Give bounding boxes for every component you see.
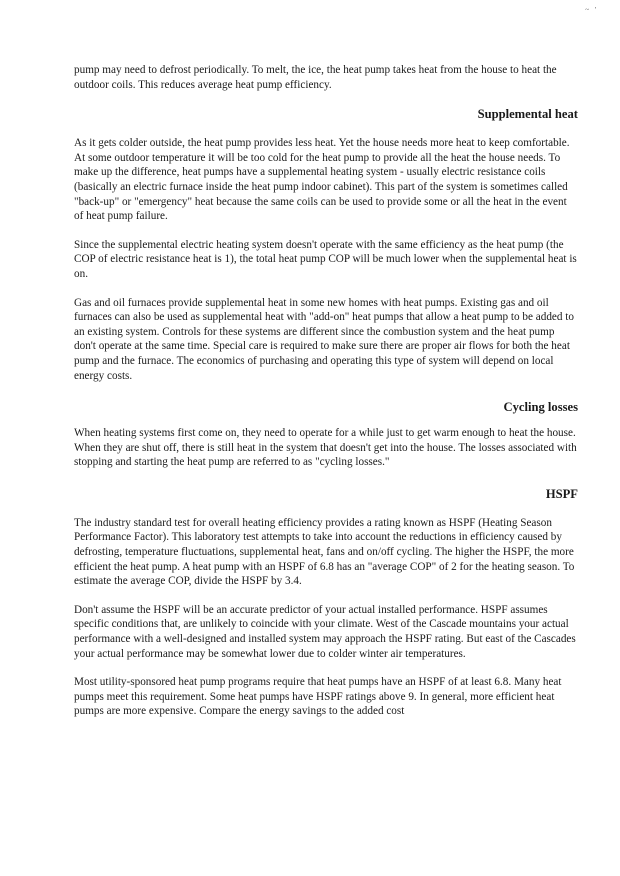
section-heading-supplemental-heat: Supplemental heat bbox=[477, 107, 578, 122]
hspf-paragraph-1: The industry standard test for overall heating efficiency provides a rating known as HSPF (Heating Season Performance Factor). This laboratory test attempts to take into account the reductions in efficiency caused by defrosting, temperature fluctuations, supplemental heat, fans and on/off cycling. The higher the HSPF, the more efficient the heat pump. A heat pump with an HSPF of 6.8 has an "average COP" of 2 for the heating season. To estimate the average COP, divide the HSPF by 3.4. bbox=[74, 516, 575, 588]
supplemental-paragraph-1: As it gets colder outside, the heat pump provides less heat. Yet the house needs more heat to keep comfortable. At some outdoor temperature it will be too cold for the heat pump to provide all the heat the house needs. To make up the difference, heat pumps have a supplemental heating system - usually electric resistance coils (basically an electric furnace inside the heat pump indoor cabinet). This part of the system is sometimes called "back-up" or "emergency" heat because the same coils can be used to provide some or all the heat in the event of heat pump failure. bbox=[74, 137, 570, 223]
cycling-paragraph-1: When heating systems first come on, they need to operate for a while just to get warm enough to heat the house. When they are shut off, there is still heat in the system that doesn't get into the house. The losses associated with stopping and starting the heat pump are referred to as "cycling losses." bbox=[74, 427, 577, 469]
supplemental-paragraph-3: Gas and oil furnaces provide supplemental heat in some new homes with heat pumps. Existing gas and oil furnaces can also be used as supplemental heat with "add-on" heat pumps that allow a heat pump to be added to an existing system. Controls for these systems are different since the combustion system and the heat pump don't operate at the same time. Special care is required to make sure there are proper air flows for both the heat pump and the furnace. The economics of purchasing and operating this type of system will depend on local energy costs. bbox=[74, 296, 574, 382]
section-heading-cycling-losses: Cycling losses bbox=[503, 400, 578, 415]
page-content bbox=[74, 63, 578, 719]
intro-paragraph: pump may need to defrost periodically. To melt, the ice, the heat pump takes heat from the house to heat the outdoor coils. This reduces average heat pump efficiency. bbox=[74, 64, 557, 91]
section-heading-hspf: HSPF bbox=[545, 486, 578, 501]
hspf-paragraph-3: Most utility-sponsored heat pump programs require that heat pumps have an HSPF of at least 6.8. Many heat pumps meet this requirement. Some heat pumps have HSPF ratings above 9. In general, more efficient heat pumps are more expensive. Compare the energy savings to the added cost bbox=[74, 676, 562, 718]
supplemental-paragraph-2: Since the supplemental electric heating system doesn't operate with the same efficiency as the heat pump (the COP of electric resistance heat is 1), the total heat pump COP will be much lower when the supplemental heat is on. bbox=[74, 238, 577, 280]
hspf-paragraph-2: Don't assume the HSPF will be an accurate predictor of your actual installed performance. HSPF assumes specific conditions that, are unlikely to coincide with your climate. West of the Cascade mountains your actual performance with a well-designed and installed system may approach the HSPF rating. But east of the Cascades your actual performance may be somewhat lower due to colder winter air temperatures. bbox=[74, 603, 576, 660]
corner-mark: ~ ' bbox=[585, 6, 598, 14]
